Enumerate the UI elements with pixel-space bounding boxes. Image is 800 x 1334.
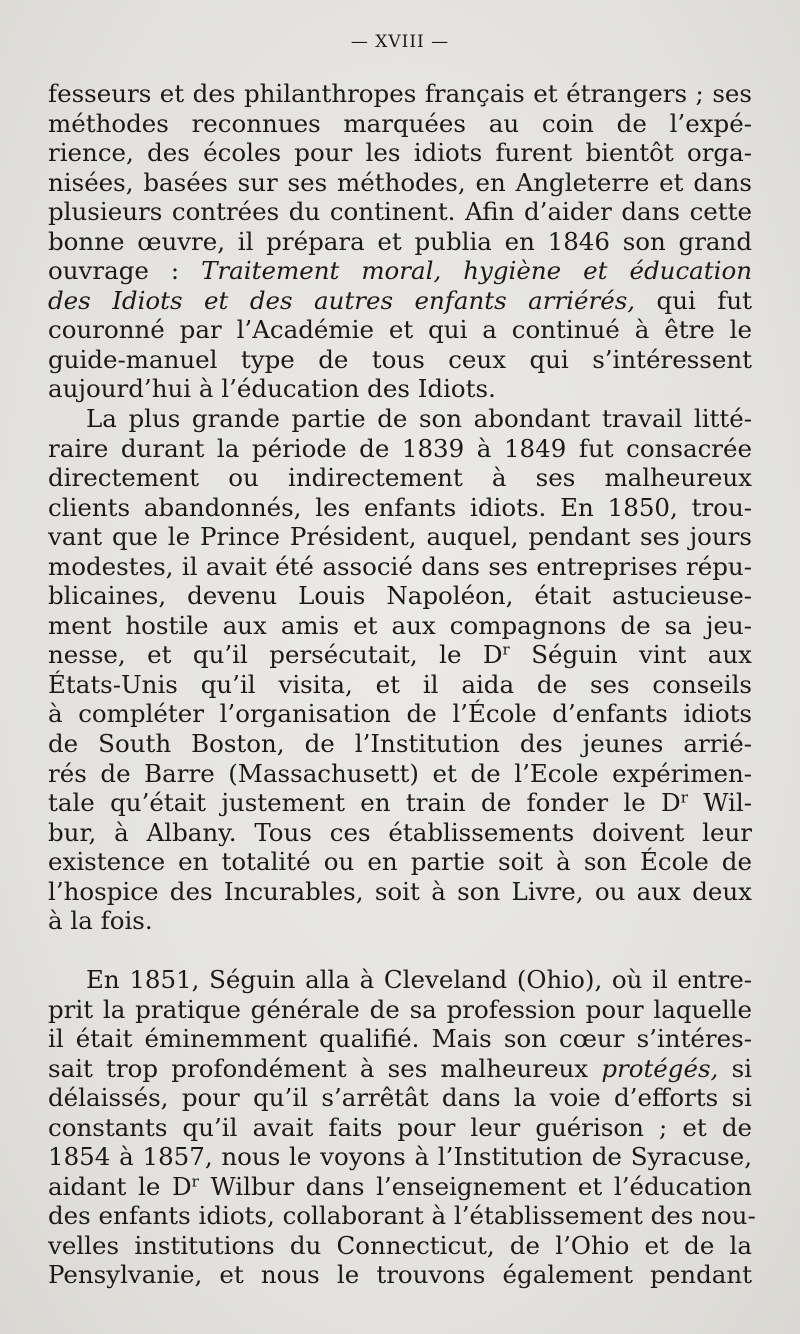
text-line: couronné par l’Académie et qui a continué à être le [48,315,752,345]
text-line: sait trop profondément à ses malheureux protégés, si [48,1053,752,1083]
text-line: nesse, et qu’il persécutait, le $D^r$ Séguin vint aux [48,640,752,670]
text-line: directement ou indirectement à ses malheureux [48,463,752,493]
text-line: États-Unis qu’il visita, et il aida de ses conseils [48,669,752,699]
text-line: à la fois. [48,906,153,936]
text-line: délaissés, pour qu’il s’arrêtât dans la voie d’efforts si [48,1083,752,1113]
text-line: bur, à Albany. Tous ces établissements doivent leur [48,817,752,847]
text-line: méthodes reconnues marquées au coin de l’expé- [48,108,752,138]
text-line: rience, des écoles pour les idiots furent bientôt orga- [48,138,752,168]
text-line: constants qu’il avait faits pour leur guérison ; et de [48,1112,752,1142]
text-line: des enfants idiots, collaborant à l’établissement des nou- [48,1201,756,1231]
text-line: En 1851, Séguin alla à Cleveland (Ohio), où il entre- [86,965,752,994]
text-line: ouvrage : Traitement moral, hygiène et éducation [48,256,752,286]
text-line: rés de Barre (Massachusett) et de l’Ecole expérimen- [48,758,752,788]
text-line: aidant le $D^r$ Wilbur dans l’enseignement et l’éducation [48,1171,752,1201]
text-line: clients abandonnés, les enfants idiots. En 1850, trou- [48,492,752,522]
text-line: fesseurs et des philanthropes français et étrangers ; ses [48,79,752,108]
text-line: bonne œuvre, il prépara et publia en 1846 son grand [48,226,752,256]
text-line: des Idiots et des autres enfants arriérés, qui fut [48,285,752,315]
paragraph-block-2 [48,965,756,1290]
text-line: existence en totalité ou en partie soit à son École de [48,847,752,877]
text-line: guide-manuel type de tous ceux qui s’intéressent [48,344,752,374]
text-line: 1854 à 1857, nous le voyons à l’Institution de Syracuse, [48,1142,752,1172]
paragraph-block-1 [48,79,752,936]
text-line: La plus grande partie de son abondant travail litté- [86,404,752,434]
text-line: Pensylvanie, et nous le trouvons également pendant [48,1260,752,1290]
text-line: aujourd’hui à l’éducation des Idiots. [48,374,496,404]
text-line: blicaines, devenu Louis Napoléon, était astucieuse- [48,581,752,611]
text-line: ment hostile aux amis et aux compagnons de sa jeu- [48,610,752,640]
text-line: tale qu’était justement en train de fonder le $D^r$ Wil- [48,788,752,818]
text-line: l’hospice des Incurables, soit à son Livre, ou aux deux [48,876,752,906]
page-header: — XVIII — [350,32,450,52]
text-line: de South Boston, de l’Institution des jeunes arrié- [48,729,752,759]
text-line: prit la pratique générale de sa profession pour laquelle [48,994,752,1024]
text-line: il était éminemment qualifié. Mais son cœur s’intéres- [48,1024,752,1054]
text-line: modestes, il avait été associé dans ses entreprises répu- [48,551,752,581]
text-line: vant que le Prince Président, auquel, pendant ses jours [48,522,752,552]
text-line: raire durant la période de 1839 à 1849 fut consacrée [48,433,752,463]
text-line: plusieurs contrées du continent. Afin d’aider dans cette [48,197,752,227]
text-line: nisées, basées sur ses méthodes, en Angleterre et dans [48,167,752,197]
text-line: velles institutions du Connecticut, de l’Ohio et de la [48,1230,752,1260]
text-line: à compléter l’organisation de l’École d’enfants idiots [48,699,752,729]
